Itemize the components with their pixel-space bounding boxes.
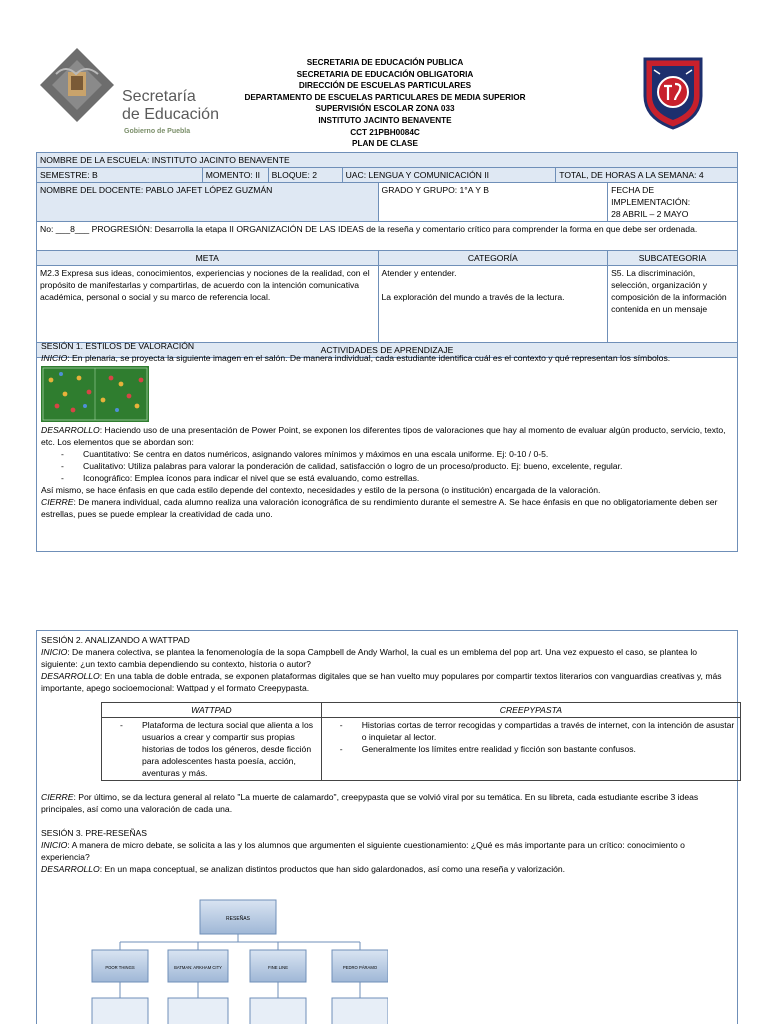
map-node-label: BATMAN: ARKHAM CITY [174,965,222,970]
weekly-hours: TOTAL, DE HORAS A LA SEMANA: 4 [556,168,738,183]
session-desarrollo [41,863,733,875]
meta-header: META [37,251,379,266]
date-label: FECHA DE IMPLEMENTACIÓN: [611,185,691,207]
category-2: La exploración del mundo a través de la lectura. [381,292,565,302]
header-line: CCT 21PBH0084C [350,127,420,137]
list-item: - Historias cortas de terror recogidas y compartidas a través de internet, con la intención de asustar o inquietar al lector. [362,719,736,743]
map-root-label: RESEÑAS [226,916,250,922]
grade-group: GRADO Y GRUPO: 1°A Y B [378,183,608,222]
column-header: CREEPYPASTA [321,703,740,718]
subcategory-text: S5. La discriminación, selección, organización y composición de la información contenida en un mensaje [608,266,738,343]
session-1 [36,338,738,552]
meta-text: M2.3 Expresa sus ideas, conocimientos, experiencias y nociones de la realidad, con el propósito de manifestarlas y compartirlas, de acuerdo con la intención comunicativa académica, personal o social y su marco de referencia local. [37,266,379,343]
subcategory-header: SUBCATEGORIA [608,251,738,266]
category-header: CATEGORÍA [378,251,608,266]
list-item: - Cualitativo: Utiliza palabras para valorar la ponderación de calidad, satisfacción o logro de un proceso/producto. Ej: bueno, excelente, regular. [83,460,733,472]
header-lines [200,57,570,150]
list-item: - Plataforma de lectura social que alienta a los usuarios a crear y compartir sus propias historias de todos los géneros, desde ficción para adolescentes hasta poesía, acción, aventuras y más. [142,719,317,779]
date-value: 28 ABRIL – 2 MAYO [611,209,689,219]
diamond-emblem-icon [38,46,116,124]
session-cierre [41,496,733,520]
map-node-label: FINE LINE [267,965,289,970]
list-item: - Iconográfico: Emplea íconos para indicar el nivel que se está evaluando, como estrellas. [83,472,733,484]
label: CIERRE [41,792,74,802]
progression: No: ___8___ PROGRESIÓN: Desarrolla la etapa II ORGANIZACIÓN DE LAS IDEAS de la reseña y comentario crítico para comprender la forma en que debe ser ordenada. [37,222,738,251]
review-node [332,998,388,1024]
text: : En un mapa conceptual, se analizan distintos productos que han sido galardonados, así como una reseña y valorización. [99,864,566,874]
text: : Haciendo uso de una presentación de Power Point, se exponen los diferentes tipos de valoraciones que hay al momento de evaluar algún producto, servicio, texto, etc. Los elementos que se abordan son: [41,425,726,447]
session-title: SESIÓN 1. ESTILOS DE VALORACIÓN [41,341,195,351]
implementation-date [608,183,738,222]
text: : De manera colectiva, se plantea la fenomenología de la sopa Campbell de Andy Warhol, la cual es un emblema del pop art. Una vez expuesto el caso, se plantea lo siguiente: ¿un texto cambia dependiendo su contexto, historia o autor? [41,647,698,669]
label: INICIO [41,353,68,363]
text: : A manera de micro debate, se solicita a las y los alumnos que argumenten el siguiente cuestionamiento: ¿Qué es más importante para un crítico: conocimiento o experiencia? [41,840,685,862]
map-node-label: POOR THINGS [105,965,135,970]
uac: UAC: LENGUA Y COMUNICACIÓN II [342,168,556,183]
teacher-name: NOMBRE DEL DOCENTE: PABLO JAFET LÓPEZ GUZMÁN [37,183,379,222]
school-shield-icon [642,56,704,130]
review-node [250,998,306,1024]
text: : En una tabla de doble entrada, se exponen plataformas digitales que se han vuelto muy populares por compartir textos literarios con vanguardias creativas y, más importante, apego socioemocional: Wattpad y el formato Creepypasta. [41,671,722,693]
logo-line-1: Secretaría [122,88,196,105]
list-item: - Cuantitativo: Se centra en datos numéricos, asignando valores mínimos y máximos en una escala uniforme. Ej: 0-10 / 0-5. [83,448,733,460]
label: DESARROLLO [41,425,100,435]
info-table [36,152,738,358]
label: CIERRE [41,497,74,507]
wattpad-list [106,719,317,779]
session-title: SESIÓN 2. ANALIZANDO A WATTPAD [41,635,190,645]
logo-subtitle: Gobierno de Puebla [124,128,191,135]
concept-map [88,892,388,1024]
category-1: Atender y entender. [381,268,457,278]
session-desarrollo [41,424,733,448]
review-node [92,998,148,1024]
creepypasta-list [326,719,736,755]
label: INICIO [41,840,68,850]
session-inicio [41,839,733,863]
session-inicio [41,352,733,364]
valuation-types-list [41,448,733,484]
block: BLOQUE: 2 [268,168,342,183]
label: DESARROLLO [41,671,100,681]
label: INICIO [41,647,68,657]
semester: SEMESTRE: B [37,168,203,183]
logo-line-2: de Educación [122,106,219,123]
session-desarrollo [41,670,733,694]
review-node [168,998,228,1024]
header-line: PLAN DE CLASE [352,139,418,149]
wattpad-cell [102,718,322,781]
text: : De manera individual, cada alumno realiza una valoración iconográfica de su rendimiento durante el semestre A. Se hace énfasis en que no obligatoriamente deben ser estrellas, pues se puede emplear la creatividad de cada uno. [41,497,718,519]
moment: MOMENTO: II [202,168,268,183]
map-node-label: PEDRO PÁRAMO [342,965,378,970]
label: DESARROLLO [41,864,100,874]
text: : En plenaria, se proyecta la siguiente imagen en el salón. De manera individual, cada estudiante identifica cuál es el contexto y qué representan los símbolos. [67,353,671,363]
header-line: DIRECCIÓN DE ESCUELAS PARTICULARES [298,81,472,91]
header-line: INSTITUTO JACINTO BENAVENTE [318,115,452,125]
comparison-table [101,702,741,781]
header-line: DEPARTAMENTO DE ESCUELAS PARTICULARES DE MEDIA SUPERIOR [244,92,526,102]
header-line: SUPERVISIÓN ESCOLAR ZONA 033 [315,104,455,114]
creepypasta-cell [321,718,740,781]
header-line: SECRETARIA DE EDUCACIÓN PUBLICA [306,58,464,67]
header-line: SECRETARIA DE EDUCACIÓN OBLIGATORIA [296,69,474,79]
column-header: WATTPAD [102,703,322,718]
text: : Por último, se da lectura general al relato "La muerte de calamardo", creepypasta que se volvió viral por su temática. En su libreta, cada estudiante escribe 3 ideas principales, así como una valoración de cada una. [41,792,699,814]
list-item: - Generalmente los límites entre realidad y ficción son bastante confusos. [362,743,736,755]
activities-header: ACTIVIDADES DE APRENDIZAJE [37,343,738,358]
session-title: SESIÓN 3. PRE-RESEÑAS [41,828,148,838]
category-text [378,266,608,343]
page-gap [0,590,768,630]
page-2 [0,630,768,1024]
session-cierre [41,791,733,815]
session-inicio [41,646,733,670]
session-note: Así mismo, se hace énfasis en que cada estilo depende del contexto, necesidades y estilo de la persona (o institución) encargada de la valoración. [41,485,601,495]
school-name: NOMBRE DE LA ESCUELA: INSTITUTO JACINTO BENAVENTE [37,153,738,168]
soccer-lineup-image [41,366,149,422]
